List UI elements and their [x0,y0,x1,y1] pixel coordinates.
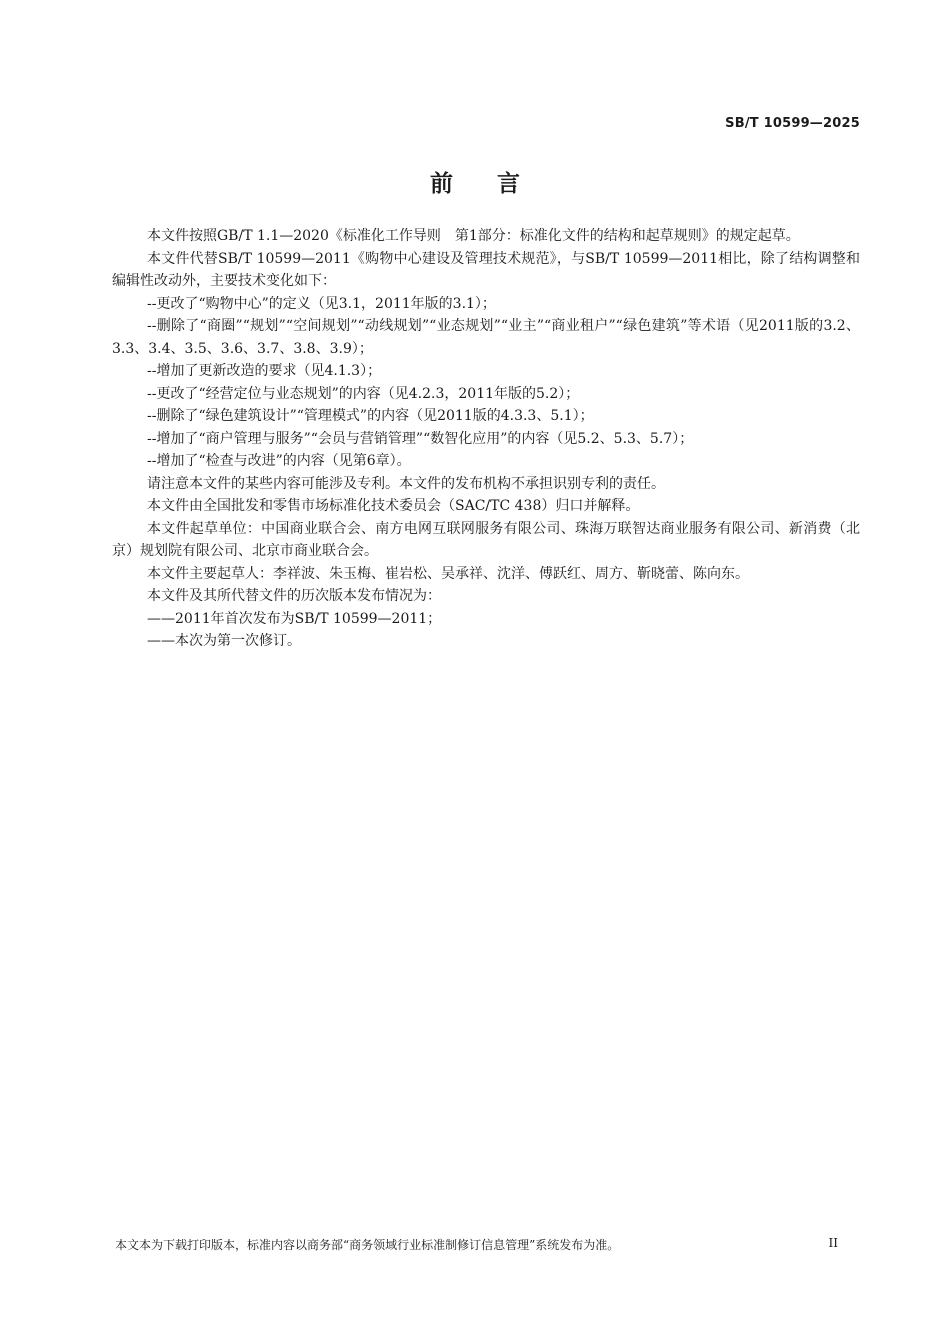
change-item: --更改了“经营定位与业态规划”的内容（见4.2.3，2011年版的5.2）； [147,385,580,402]
change-item: --增加了“检查与改进”的内容（见第6章）。 [147,453,411,469]
foreword-body [112,225,860,653]
paragraph-replacement: 本文件代替SB/T 10599—2011《购物中心建设及管理技术规范》，与SB/T 10599—2011相比，除了结构调整和编辑性改动外，主要技术变化如下： [112,250,860,289]
paragraph-committee: 本文件由全国批发和零售市场标准化技术委员会（SAC/TC 438）归口并解释。 [147,498,640,514]
paragraph-drafting-units: 本文件起草单位：中国商业联合会、南方电网互联网服务有限公司、珠海万联智达商业服务有限公司、新消费（北京）规划院有限公司、北京市商业联合会。 [112,520,860,559]
page-title: 前言 [430,171,564,197]
paragraph-drafting-rules: 本文件按照GB/T 1.1—2020《标准化工作导则 第1部分：标准化文件的结构和起草规则》的规定起草。 [147,228,800,244]
paragraph-drafters: 本文件主要起草人：李祥波、朱玉梅、崔岩松、吴承祥、沈洋、傅跃红、周方、靳晓蕾、陈向东。 [147,565,749,582]
page-number: II [828,1236,838,1250]
change-item: --删除了“绿色建筑设计”“管理模式”的内容（见2011版的4.3.3、5.1）； [147,408,594,424]
paragraph-history: 本文件及其所代替文件的历次版本发布情况为： [147,588,441,604]
change-item: --更改了“购物中心”的定义（见3.1，2011年版的3.1）； [147,295,496,312]
footer-note: 本文本为下载打印版本，标准内容以商务部“商务领域行业标准制修订信息管理”系统发布为准。 [115,1238,620,1252]
history-item: ——本次为第一次修订。 [147,633,301,649]
change-item: --删除了“商圈”“规划”“空间规划”“动线规划”“业态规划”“业主”“商业租户”“绿色建筑”等术语（见2011版的3.2、3.3、3.4、3.5、3.6、3.7、3.8、3.9）； [112,318,860,357]
paragraph-patent-notice: 请注意本文件的某些内容可能涉及专利。本文件的发布机构不承担识别专利的责任。 [147,475,665,492]
history-item: ——2011年首次发布为SB/T 10599—2011； [147,610,442,627]
change-item: --增加了更新改造的要求（见4.1.3）； [147,363,382,379]
change-item: --增加了“商户管理与服务”“会员与营销管理”“数智化应用”的内容（见5.2、5.3、5.7）； [147,430,694,447]
document-code: SB/T 10599—2025 [725,116,860,131]
